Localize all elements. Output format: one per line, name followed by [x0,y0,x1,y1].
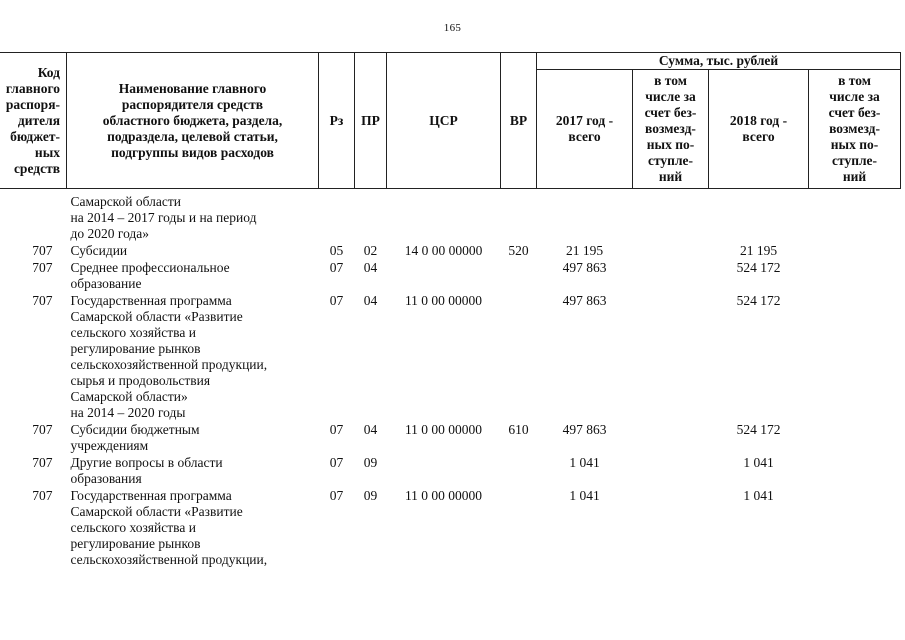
row-bezv-2018 [809,292,901,421]
row-sum-2017: 497 863 [562,422,607,437]
row-sum-2017: 497 863 [562,293,607,308]
row-bezv-2017 [633,259,709,292]
row-vr [501,189,537,243]
row-csr [387,454,501,487]
row-pr: 09 [363,455,378,470]
row-name: Субсидии [70,243,128,258]
row-rz: 07 [329,488,344,503]
row-kod [0,189,67,243]
row-sum-2018: 21 195 [739,243,778,258]
header-sum-group: Сумма, тыс. рублей [537,53,901,70]
row-rz: 07 [329,293,344,308]
row-bezv-2017 [633,454,709,487]
header-name: Наименование главного распорядителя средств областного бюджета, раздела, подраздела, целевой статьи, подгруппы видов расходов [67,53,319,189]
row-name: Государственная программа Самарской области «Развитие сельского хозяйства и регулирование рынков сельскохозяйственной продукции, [70,488,268,567]
budget-table [0,52,901,568]
header-kod: Код главного распоря- дителя бюджет- ных средств [0,53,67,189]
row-csr: 11 0 00 00000 [404,488,483,503]
row-kod: 707 [32,243,53,258]
row-sum-2018: 1 041 [743,455,774,470]
row-kod: 707 [32,455,53,470]
row-name: Другие вопросы в области образования [70,455,223,486]
row-bezv-2017 [633,242,709,259]
table-row [0,189,901,243]
row-bezv-2018 [809,487,901,568]
row-sum-2018: 524 172 [736,293,781,308]
row-sum-2017: 1 041 [569,488,600,503]
row-pr: 04 [363,260,378,275]
header-sum-2017: 2017 год - всего [537,70,633,189]
row-sum-2017: 21 195 [565,243,604,258]
row-name: Среднее профессиональное образование [70,260,230,291]
row-rz: 05 [329,243,344,258]
row-vr [501,487,537,568]
row-name: Самарской области на 2014 – 2017 годы и на период до 2020 года» [70,194,257,241]
table-row [0,454,901,487]
row-bezv-2017 [633,189,709,243]
row-kod: 707 [32,260,53,275]
header-pr: ПР [355,53,387,189]
row-sum-2017: 1 041 [569,455,600,470]
row-sum-2017 [537,189,633,243]
row-bezv-2017 [633,421,709,454]
row-sum-2018: 524 172 [736,422,781,437]
table-row [0,292,901,421]
row-bezv-2018 [809,454,901,487]
row-vr: 520 [508,243,529,258]
row-pr: 04 [363,422,378,437]
row-bezv-2018 [809,242,901,259]
row-csr: 14 0 00 00000 [404,243,483,258]
table-row [0,242,901,259]
header-sum-2018: 2018 год - всего [709,70,809,189]
row-sum-2018 [709,189,809,243]
row-kod: 707 [32,293,53,308]
row-bezv-2017 [633,292,709,421]
header-bezv-2017: в том числе за счет без- возмезд- ных по- ступле- ний [633,70,709,189]
table-body [0,189,901,569]
table-header [0,53,901,189]
row-pr: 04 [363,293,378,308]
row-rz: 07 [329,260,344,275]
row-csr [387,259,501,292]
row-rz: 07 [329,455,344,470]
row-vr [501,259,537,292]
table-row [0,421,901,454]
row-kod: 707 [32,488,53,503]
row-name: Государственная программа Самарской области «Развитие сельского хозяйства и регулирование рынков сельскохозяйственной продукции, сырья и продовольствия Самарской области» на 2014 – 2020 годы [70,293,268,420]
row-sum-2017: 497 863 [562,260,607,275]
row-csr: 11 0 00 00000 [404,293,483,308]
header-csr: ЦСР [387,53,501,189]
header-rz: Рз [319,53,355,189]
row-bezv-2017 [633,487,709,568]
row-rz [319,189,355,243]
row-pr [355,189,387,243]
row-vr [501,292,537,421]
table-row [0,259,901,292]
row-csr [387,189,501,243]
row-bezv-2018 [809,259,901,292]
row-pr: 02 [363,243,378,258]
row-sum-2018: 1 041 [743,488,774,503]
row-bezv-2018 [809,421,901,454]
row-rz: 07 [329,422,344,437]
row-kod: 707 [32,422,53,437]
header-bezv-2018: в том числе за счет без- возмезд- ных по- ступле- ний [809,70,901,189]
header-vr: ВР [501,53,537,189]
row-bezv-2018 [809,189,901,243]
row-vr: 610 [508,422,529,437]
page-number: 165 [443,22,462,34]
row-sum-2018: 524 172 [736,260,781,275]
row-csr: 11 0 00 00000 [404,422,483,437]
row-name: Субсидии бюджетным учреждениям [70,422,200,453]
row-vr [501,454,537,487]
row-pr: 09 [363,488,378,503]
table-row [0,487,901,568]
